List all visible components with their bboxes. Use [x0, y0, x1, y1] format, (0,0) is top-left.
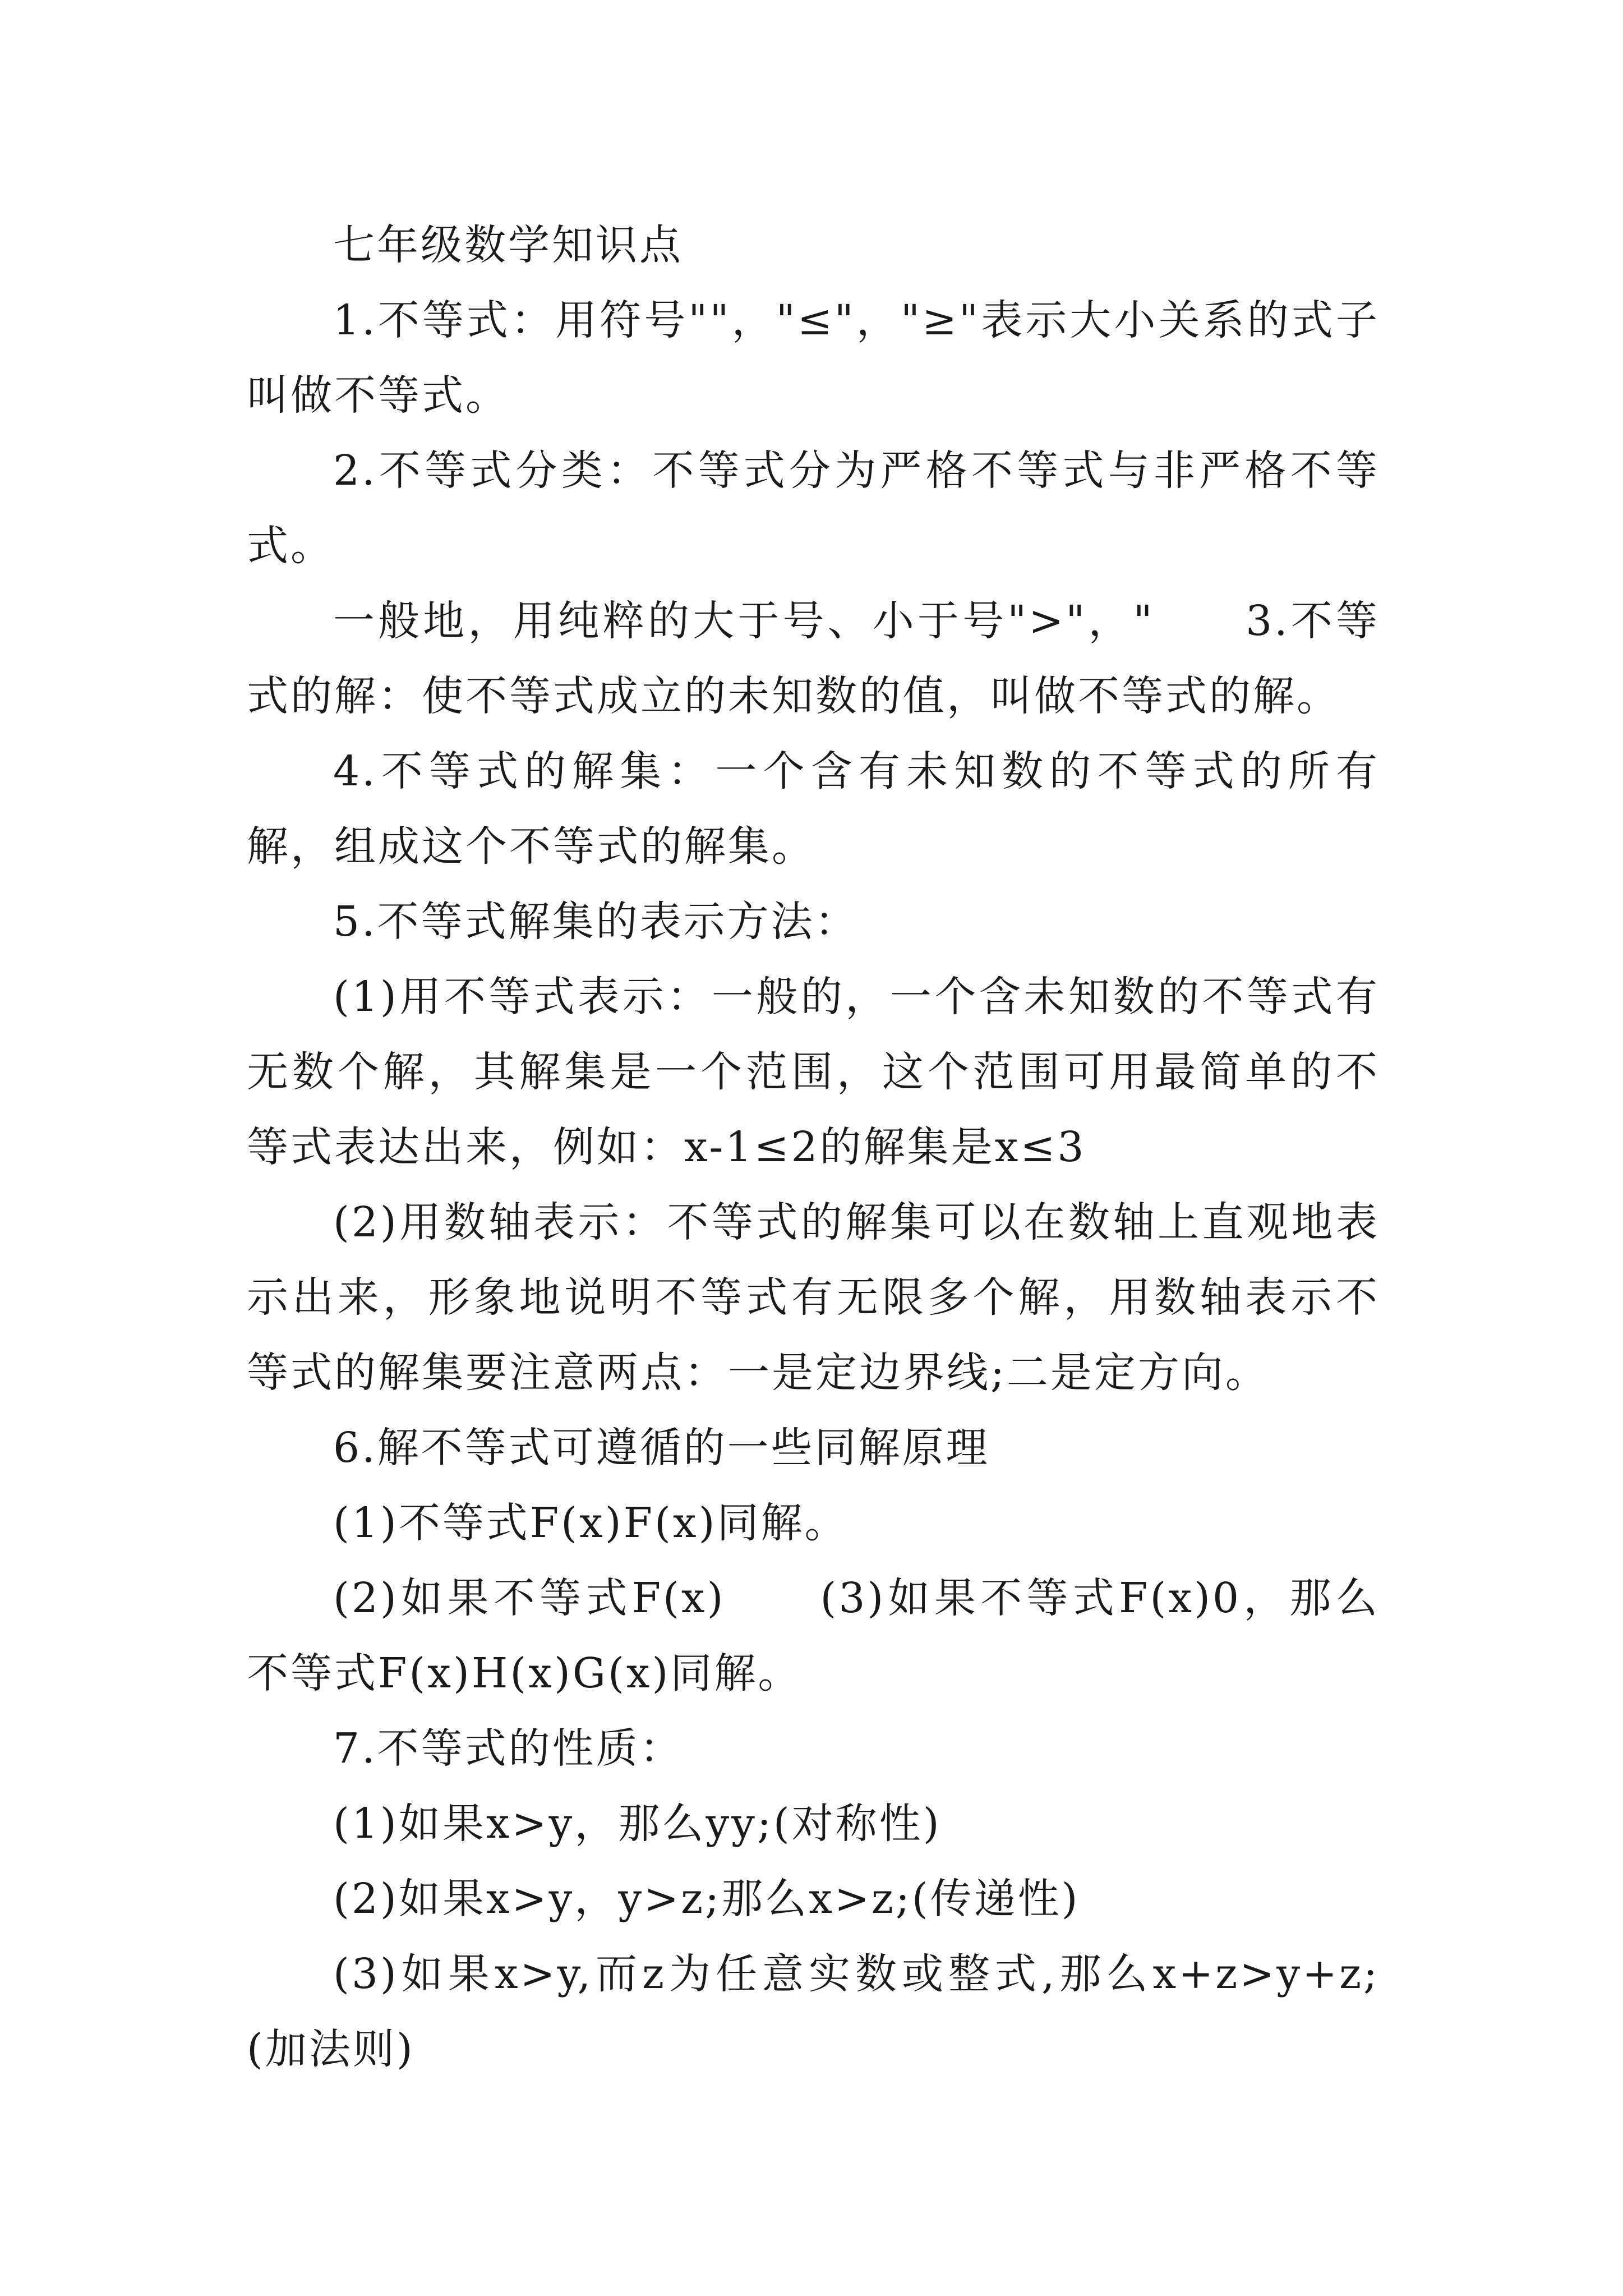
- paragraph-9: (1)不等式F(x)F(x)同解。: [333, 1499, 849, 1547]
- paragraph-6: (1)用不等式表示：一般的，一个含未知数的不等式有无数个解，其解集是一个范围，这个范围可用最简单的不等式表达出来，例如：x-1≤2的解集是x≤3: [247, 973, 1380, 1171]
- paragraph-12: (1)如果x>y，那么yy;(对称性): [333, 1800, 942, 1848]
- paragraph-14: (3)如果x>y,而z为任意实数或整式,那么x+z>y+z;(加法则): [247, 1950, 1380, 2073]
- paragraph-11: 7.不等式的性质：: [333, 1724, 684, 1773]
- document-title: 七年级数学知识点: [333, 221, 683, 269]
- paragraph-5: 5.不等式解集的表示方法：: [333, 898, 859, 946]
- paragraph-10: (2)如果不等式F(x) (3)如果不等式F(x)0，那么不等式F(x)H(x)G(x)同解。: [247, 1574, 1380, 1697]
- paragraph-1: 1.不等式：用符号""，"≤"，"≥"表示大小关系的式子叫做不等式。: [247, 296, 1380, 420]
- paragraph-13: (2)如果x>y，y>z;那么x>z;(传递性): [333, 1875, 1080, 1923]
- paragraph-3: 一般地，用纯粹的大于号、小于号">"，" 3.不等式的解：使不等式成立的未知数的值，叫做不等式的解。: [247, 597, 1380, 720]
- document-body: [247, 208, 1380, 2087]
- paragraph-7: (2)用数轴表示：不等式的解集可以在数轴上直观地表示出来，形象地说明不等式有无限多个解，用数轴表示不等式的解集要注意两点：一是定边界线;二是定方向。: [247, 1198, 1380, 1397]
- paragraph-2: 2.不等式分类：不等式分为严格不等式与非严格不等式。: [247, 447, 1380, 570]
- paragraph-4: 4.不等式的解集：一个含有未知数的不等式的所有解，组成这个不等式的解集。: [247, 747, 1380, 871]
- paragraph-8: 6.解不等式可遵循的一些同解原理: [333, 1424, 990, 1472]
